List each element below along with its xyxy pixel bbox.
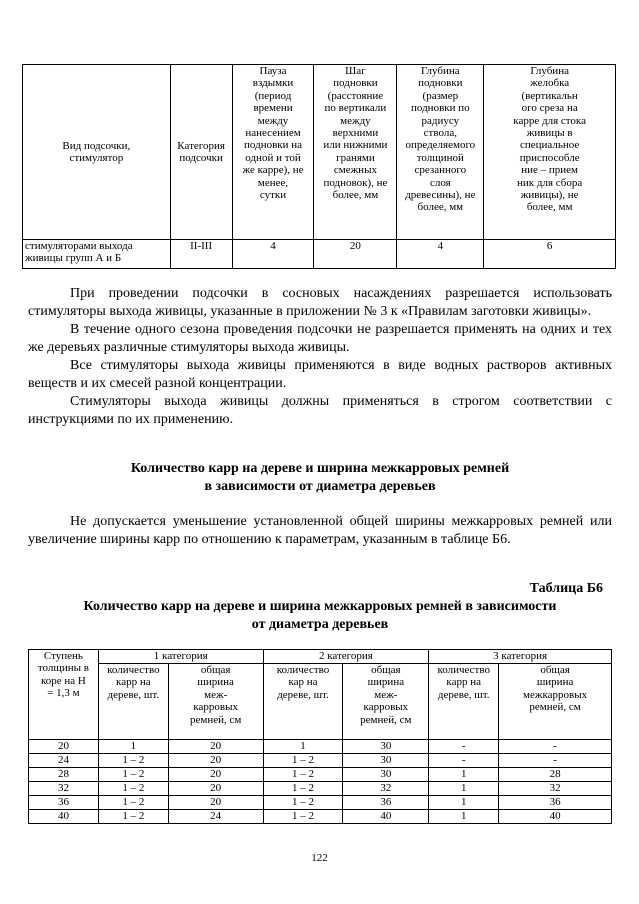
table2-header-thickness <box>29 650 99 740</box>
table2-subheader-count <box>263 664 343 740</box>
table1-header-cell <box>232 65 314 240</box>
cell-line: карровых <box>363 701 409 714</box>
cell-line: смежных <box>333 164 377 177</box>
table2-cell: 30 <box>343 768 429 782</box>
cell-line: толщиной <box>416 151 464 164</box>
cell-line: Глубина <box>530 65 569 77</box>
table2-cell: 1 – 2 <box>263 754 343 768</box>
table2-cell: - <box>499 754 612 768</box>
cell-line: = 1,3 м <box>47 687 80 700</box>
table2-category-header: 2 категория <box>263 650 429 664</box>
cell-line: стимулятор <box>69 152 124 164</box>
table2-cell: 40 <box>343 810 429 824</box>
cell-line: желобка <box>530 77 570 90</box>
section-heading <box>28 460 612 496</box>
table2-cell: 36 <box>29 796 99 810</box>
cell-line: дереве, шт. <box>107 688 160 701</box>
cell-line: подновок), не <box>323 176 388 189</box>
table1-cell-depth: 4 <box>397 240 484 269</box>
cell-line: карровых <box>193 701 238 714</box>
cell-line: ширина <box>197 676 234 689</box>
cell-line: Вид подсочки, <box>62 139 131 152</box>
table2-cell: 1 – 2 <box>98 754 168 768</box>
table2-row <box>29 810 612 824</box>
cell-line: (расстояние <box>327 89 384 102</box>
cell-line: подновки <box>418 77 463 90</box>
table2-cell: 32 <box>343 782 429 796</box>
table1-row <box>23 240 616 269</box>
cell-line: ние – прием <box>521 164 579 177</box>
cell-line: более, мм <box>332 189 379 202</box>
table2-cell: 36 <box>343 796 429 810</box>
cell-line: менее, <box>257 176 289 189</box>
table1-header-cell <box>23 65 171 240</box>
cell-line: ширина <box>536 676 574 689</box>
cell-line: или нижними <box>323 139 388 152</box>
table2-cell: 20 <box>168 740 263 754</box>
table2-subheader-count <box>429 664 499 740</box>
table-title-line: Количество карр на дереве и ширина межкарровых ремней в зависимости <box>83 599 557 614</box>
cell-line: толщины в <box>37 662 89 675</box>
cell-line: подсочки <box>179 152 223 164</box>
cell-line: сутки <box>259 189 287 202</box>
table2-category-header: 1 категория <box>98 650 263 664</box>
cell-line: радиусу <box>421 114 460 127</box>
cell-line: более, мм <box>417 201 464 214</box>
table2-cell: 28 <box>499 768 612 782</box>
cell-line: вздымки <box>252 77 294 90</box>
cell-line: ремней, см <box>529 701 581 714</box>
cell-line: более, мм <box>526 201 573 214</box>
table2-cell: 40 <box>499 810 612 824</box>
paragraph: При проведении подсочки в сосновых насаждениях разрешается использовать стимуляторы выхода живицы, указанные в приложении № 3 к «Правилам заготовки живицы». <box>28 286 612 319</box>
table-title <box>28 598 612 634</box>
table2-row <box>29 796 612 810</box>
table2-subheader-width <box>499 664 612 740</box>
cell-line: гранями <box>336 151 375 164</box>
cell-line: общая <box>200 664 231 676</box>
cell-line: подновки по <box>411 102 470 115</box>
cell-line: приспособле <box>519 151 580 164</box>
table2-cell: 1 <box>263 740 343 754</box>
cell-line: меж- <box>374 688 398 701</box>
table1-cell-pause: 4 <box>232 240 314 269</box>
cell-line: (период <box>254 89 292 102</box>
cell-line: ник для сбора <box>517 176 583 189</box>
table2-cell: 1 – 2 <box>263 768 343 782</box>
table2-cell: 1 – 2 <box>263 796 343 810</box>
cell-line: живицы), не <box>520 189 579 202</box>
cell-line: (вертикальн <box>521 89 578 102</box>
table1-type-line: живицы групп А и Б <box>25 252 122 265</box>
table1-header-cell <box>484 65 616 240</box>
table2-cell: 20 <box>168 768 263 782</box>
cell-line: определяемого <box>405 139 476 152</box>
cell-line: одной и той <box>245 151 301 164</box>
section-heading-line: в зависимости от диаметра деревьев <box>204 479 436 494</box>
cell-line: коре на Н <box>40 674 86 687</box>
table2-cell: - <box>499 740 612 754</box>
cell-line: дереве, шт. <box>437 688 490 701</box>
table2-category-header: 3 категория <box>429 650 612 664</box>
table2-cell: 1 – 2 <box>263 782 343 796</box>
table2-cell: 20 <box>168 754 263 768</box>
table2-body <box>29 740 612 824</box>
cell-line: количество <box>107 664 160 676</box>
cell-line: специальное <box>519 139 580 152</box>
section-heading-line: Количество карр на дереве и ширина межкарровых ремней <box>130 461 510 476</box>
table2-cell: 1 – 2 <box>98 796 168 810</box>
table2-cell: 1 – 2 <box>98 810 168 824</box>
table2-row <box>29 740 612 754</box>
paragraph: Все стимуляторы выхода живицы применяются в виде водных растворов активных веществ и их смесей разной концентрации. <box>28 358 612 391</box>
cell-line: ремней, см <box>190 713 242 726</box>
table2-cell: 1 <box>429 810 499 824</box>
table2-cell: 36 <box>499 796 612 810</box>
cell-line: между <box>257 114 289 127</box>
cell-line: времени <box>253 102 293 115</box>
carre-count-table <box>28 649 612 824</box>
cell-line: по вертикали <box>324 102 387 115</box>
table1-header-row <box>23 65 616 240</box>
cell-line: между <box>340 114 371 127</box>
table2-cell: - <box>429 740 499 754</box>
cell-line: дереве, шт. <box>277 688 329 701</box>
table2-subheader-width <box>168 664 263 740</box>
cell-line: ширина <box>367 676 405 689</box>
paragraph: Стимуляторы выхода живицы должны применяться в строгом соответствии с инструкциями по их применению. <box>28 394 612 427</box>
table1-cell-step: 20 <box>314 240 397 269</box>
table1-cell-category: II-III <box>170 240 232 269</box>
table2-row <box>29 754 612 768</box>
cell-line: количество <box>437 664 490 676</box>
cell-line: межкарровых <box>523 688 588 701</box>
cell-line: ремней, см <box>360 713 412 726</box>
cell-line: Шаг <box>345 65 366 77</box>
cell-line: живицы в <box>526 127 573 140</box>
cell-line: общая <box>540 664 570 676</box>
cell-line: общая <box>371 664 401 676</box>
table2-cell: 20 <box>168 796 263 810</box>
cell-line: карр на <box>116 676 151 689</box>
table2-row <box>29 768 612 782</box>
table2-cell: 40 <box>29 810 99 824</box>
table2-row <box>29 782 612 796</box>
table2-cell: 30 <box>343 754 429 768</box>
table1-header-cell <box>314 65 397 240</box>
table2-subheader-row <box>29 664 612 740</box>
table2-cell: 24 <box>168 810 263 824</box>
body-text <box>28 285 612 429</box>
section-text <box>28 513 612 549</box>
cell-line: количество <box>276 664 330 676</box>
cell-line: верхними <box>332 127 379 140</box>
cell-line: древесины), не <box>405 189 476 202</box>
table2-cell: 32 <box>499 782 612 796</box>
cell-line: Глубина <box>421 65 460 77</box>
table2-cell: 20 <box>168 782 263 796</box>
table2-cell: 24 <box>29 754 99 768</box>
table1-type-line: стимуляторами выхода <box>25 240 133 252</box>
table2-cell: 1 <box>429 768 499 782</box>
paragraph: Не допускается уменьшение установленной общей ширины межкарровых ремней или увеличение ширины карр по отношению к параметрам, указанным в таблице Б6. <box>28 514 612 547</box>
paragraph: В течение одного сезона проведения подсочки не разрешается применять на одних и тех же деревьях различные стимуляторы выхода живицы. <box>28 322 612 355</box>
cell-line: карре для стока <box>513 114 586 127</box>
cell-line: кар на <box>288 676 318 689</box>
table2-cell: 1 – 2 <box>98 782 168 796</box>
table2-cell: 1 – 2 <box>98 768 168 782</box>
table2-cell: 32 <box>29 782 99 796</box>
table1-cell-groove: 6 <box>484 240 616 269</box>
cell-line: ого среза на <box>521 102 578 115</box>
table2-cell: 1 <box>429 796 499 810</box>
cell-line: подновки на <box>244 139 303 152</box>
cell-line: же карре), не <box>242 164 304 177</box>
cell-line: нанесением <box>245 127 301 140</box>
cell-line: Ступень <box>43 650 83 662</box>
table2-subheader-width <box>343 664 429 740</box>
table2-cell: 20 <box>29 740 99 754</box>
cell-line: срезанного <box>414 164 467 177</box>
table1-header-cell <box>397 65 484 240</box>
table2-header-row <box>29 650 612 664</box>
table2-cell: 30 <box>343 740 429 754</box>
cell-line: подновки <box>333 77 378 90</box>
subtapping-parameters-table <box>22 64 616 269</box>
table2-cell: 28 <box>29 768 99 782</box>
cell-line: меж- <box>204 688 228 701</box>
cell-line: карр на <box>446 676 481 689</box>
cell-line: Категория <box>177 139 225 152</box>
cell-line: ствола, <box>423 127 457 140</box>
cell-line: слоя <box>429 176 451 189</box>
table-title-line: от диаметра деревьев <box>251 617 389 632</box>
table2-cell: - <box>429 754 499 768</box>
cell-line: Пауза <box>259 65 287 77</box>
cell-line: (размер <box>422 89 459 102</box>
table2-cell: 1 <box>98 740 168 754</box>
table1-header-cell <box>170 65 232 240</box>
table2-subheader-count <box>98 664 168 740</box>
table1-cell-type <box>23 240 171 269</box>
page-number: 122 <box>311 852 328 864</box>
table-label: Таблица Б6 <box>529 581 603 596</box>
table2-cell: 1 <box>429 782 499 796</box>
table2-cell: 1 – 2 <box>263 810 343 824</box>
